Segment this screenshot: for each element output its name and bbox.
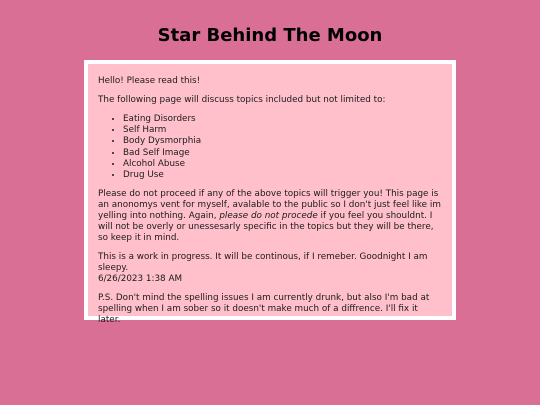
list-item: • Alcohol Abuse (123, 159, 442, 170)
disclaimer-emphasis: please do not procede (219, 211, 318, 222)
topic-list (98, 114, 442, 181)
postscript-text: P.S. Don't mind the spelling issues I am currently drunk, but also I'm bad at spelling when I am sober so it doesn't make much of a diffrence. I'll fix it later. (98, 293, 430, 326)
progress-text: This is a work in progress. It will be continous, if I remeber. Goodnight I am sleepy. (98, 252, 428, 274)
greeting-text: Hello! Please read this! (98, 76, 201, 86)
list-item: • Self Harm (123, 125, 442, 136)
timestamp: 6/26/2023 1:38 AM (98, 274, 183, 285)
list-item: • Bad Self Image (123, 148, 442, 159)
page-title: Star Behind The Moon (157, 25, 383, 46)
list-item: • Eating Disorders (123, 114, 442, 125)
intro-text: The following page will discuss topics included but not limited to: (98, 95, 386, 105)
disclaimer-part: if you feel you shouldnt. I will not be overly or unessesarly specific in the topics but they will be there, so keep it in mind. (98, 211, 434, 244)
disclaimer-text (98, 189, 442, 244)
list-item: • Body Dysmorphia (123, 136, 442, 147)
disclaimer-part: Please do not proceed if any of the above topics will trigger you! This page is an anonomys vent for myself, avalable to the public so I don't just feel like im yelling into nothing. Again, (98, 189, 441, 222)
progress-note (98, 252, 442, 285)
list-item: • Drug Use (123, 170, 442, 181)
content-warning-box (84, 60, 456, 326)
